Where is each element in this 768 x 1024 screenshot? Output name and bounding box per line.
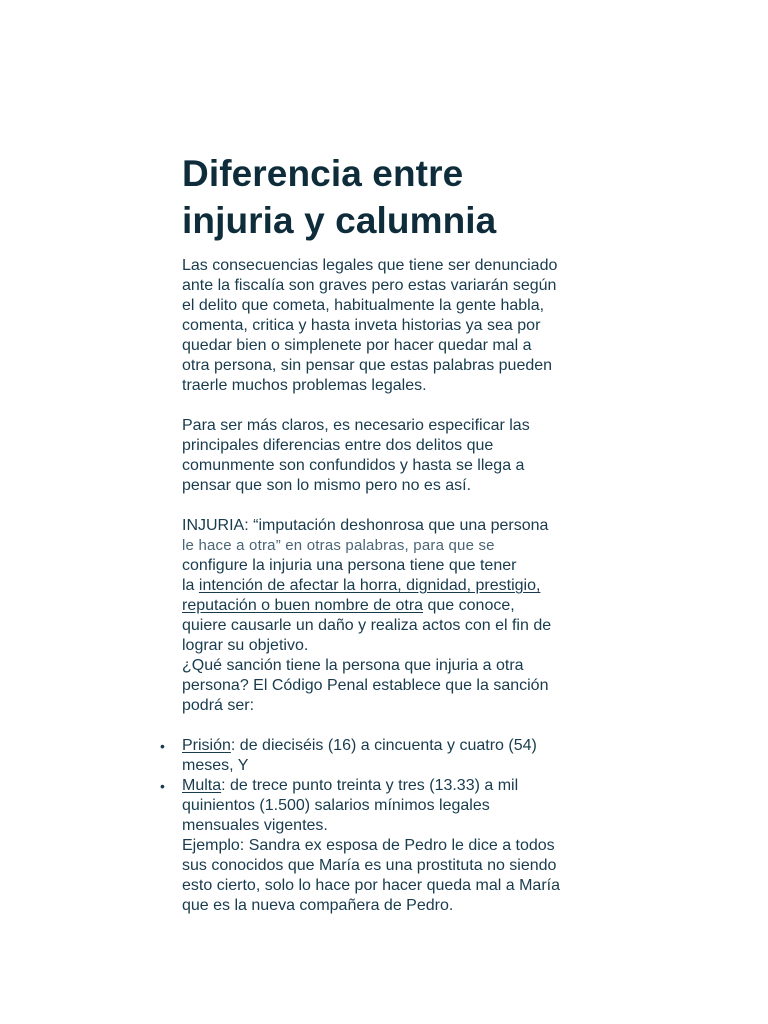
injuria-label: INJURIA: — [182, 517, 249, 534]
injuria-underline-1: intención de afectar la horra, dignidad, prestigio, — [198, 577, 541, 594]
bullet-icon: • — [160, 738, 165, 754]
list-item — [160, 736, 602, 776]
injuria-underline-2: reputación o buen nombre de otra — [182, 597, 424, 614]
injuria-quote-start: “imputación deshonrosa que una persona — [248, 517, 549, 534]
sanctions-list — [160, 736, 602, 916]
injuria-line-4-prefix: la — [182, 577, 199, 594]
sanction-text: : de trece punto treinta y tres (13.33) a mil quinientos (1.500) salarios mínimos legales mensuales vigentes. Ejemplo: Sandra ex esposa de Pedro le dice a todos sus conocidos que María es una prostituta no siendo esto cierto, solo lo hace por hacer queda mal a María que es la nueva compañera de Pedro. — [182, 777, 560, 914]
injuria-question: ¿Qué sanción tiene la persona que injuria a otra persona? El Código Penal establece que la sanción podrá ser: — [182, 657, 549, 714]
document-page — [160, 150, 602, 916]
sanction-text: : de dieciséis (16) a cincuenta y cuatro (54) meses, Y — [182, 737, 537, 774]
sanction-term: Prisión — [182, 737, 231, 754]
document-title — [182, 150, 602, 244]
injuria-after-underline: que conoce, quiere causarle un daño y realiza actos con el fin de lograr su objetivo. — [182, 597, 552, 654]
list-item — [160, 776, 602, 916]
injuria-line-3: configure la injuria una persona tiene que tener — [182, 557, 517, 574]
intro-paragraph: Las consecuencias legales que tiene ser denunciado ante la fiscalía son graves pero estas variarán según el delito que cometa, habitualmente la gente habla, comenta, critica y hasta inveta historias ya sea por quedar bien o simplenete por hacer quedar mal a otra persona, sin pensar que estas palabras pueden traerle muchos problemas legales. — [182, 257, 558, 394]
title-line-2: injuria y calumnia — [182, 200, 497, 241]
injuria-light-line: le hace a otra” en otras palabras, para que se — [182, 537, 495, 554]
bullet-icon: • — [160, 778, 165, 794]
title-line-1: Diferencia entre — [182, 153, 464, 194]
sanction-term: Multa — [182, 777, 222, 794]
clarify-paragraph: Para ser más claros, es necesario especificar las principales diferencias entre dos delitos que comunmente son confundidos y hasta se llega a pensar que son lo mismo pero no es así. — [182, 417, 530, 494]
injuria-paragraph — [182, 516, 602, 716]
